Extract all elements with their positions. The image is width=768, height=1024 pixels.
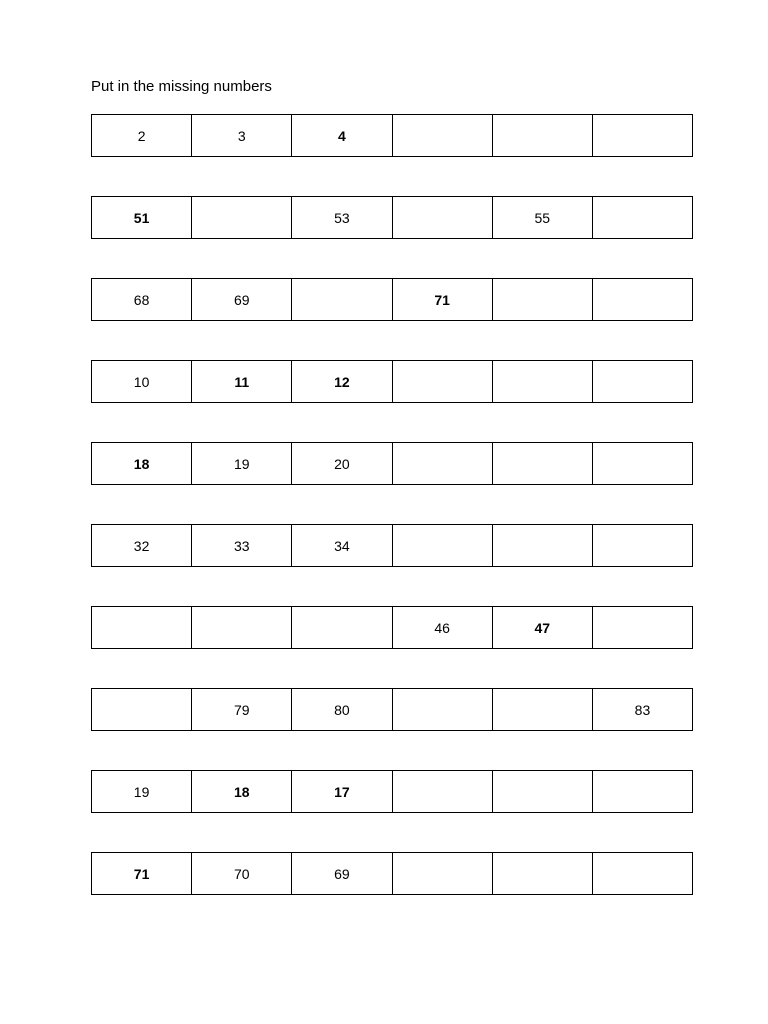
blank-cell[interactable] (292, 279, 392, 320)
number-cell: 71 (393, 279, 493, 320)
number-cell: 11 (192, 361, 292, 402)
number-row (91, 196, 693, 239)
number-cell: 32 (92, 525, 192, 566)
number-cell: 55 (493, 197, 593, 238)
blank-cell[interactable] (393, 197, 493, 238)
blank-cell[interactable] (493, 279, 593, 320)
blank-cell[interactable] (92, 607, 192, 648)
number-cell: 53 (292, 197, 392, 238)
blank-cell[interactable] (393, 361, 493, 402)
number-row (91, 524, 693, 567)
number-cell: 17 (292, 771, 392, 812)
blank-cell[interactable] (593, 197, 692, 238)
number-cell: 69 (292, 853, 392, 894)
number-row (91, 688, 693, 731)
number-cell: 46 (393, 607, 493, 648)
number-row (91, 770, 693, 813)
number-cell: 18 (92, 443, 192, 484)
blank-cell[interactable] (493, 853, 593, 894)
number-row (91, 360, 693, 403)
blank-cell[interactable] (593, 115, 692, 156)
number-cell: 71 (92, 853, 192, 894)
blank-cell[interactable] (593, 525, 692, 566)
blank-cell[interactable] (192, 197, 292, 238)
blank-cell[interactable] (393, 443, 493, 484)
blank-cell[interactable] (493, 361, 593, 402)
blank-cell[interactable] (593, 443, 692, 484)
number-rows (91, 114, 693, 895)
number-row (91, 278, 693, 321)
blank-cell[interactable] (192, 607, 292, 648)
blank-cell[interactable] (92, 689, 192, 730)
blank-cell[interactable] (493, 771, 593, 812)
number-row (91, 114, 693, 157)
blank-cell[interactable] (593, 853, 692, 894)
blank-cell[interactable] (393, 771, 493, 812)
number-cell: 33 (192, 525, 292, 566)
blank-cell[interactable] (393, 689, 493, 730)
blank-cell[interactable] (393, 525, 493, 566)
number-row (91, 442, 693, 485)
number-cell: 19 (192, 443, 292, 484)
blank-cell[interactable] (593, 279, 692, 320)
number-cell: 47 (493, 607, 593, 648)
number-cell: 51 (92, 197, 192, 238)
blank-cell[interactable] (393, 115, 493, 156)
number-cell: 4 (292, 115, 392, 156)
number-cell: 80 (292, 689, 392, 730)
blank-cell[interactable] (593, 771, 692, 812)
number-cell: 19 (92, 771, 192, 812)
number-cell: 69 (192, 279, 292, 320)
blank-cell[interactable] (493, 115, 593, 156)
blank-cell[interactable] (493, 443, 593, 484)
number-row (91, 852, 693, 895)
number-cell: 70 (192, 853, 292, 894)
number-cell: 2 (92, 115, 192, 156)
blank-cell[interactable] (493, 689, 593, 730)
number-cell: 79 (192, 689, 292, 730)
blank-cell[interactable] (593, 607, 692, 648)
number-cell: 20 (292, 443, 392, 484)
page-title: Put in the missing numbers (91, 78, 272, 95)
number-cell: 12 (292, 361, 392, 402)
blank-cell[interactable] (393, 853, 493, 894)
number-cell: 83 (634, 701, 651, 718)
number-row (91, 606, 693, 649)
number-cell: 34 (292, 525, 392, 566)
number-cell: 3 (192, 115, 292, 156)
number-cell: 68 (92, 279, 192, 320)
blank-cell[interactable] (292, 607, 392, 648)
number-cell: 18 (192, 771, 292, 812)
number-cell: 10 (92, 361, 192, 402)
blank-cell[interactable] (593, 361, 692, 402)
blank-cell[interactable] (493, 525, 593, 566)
